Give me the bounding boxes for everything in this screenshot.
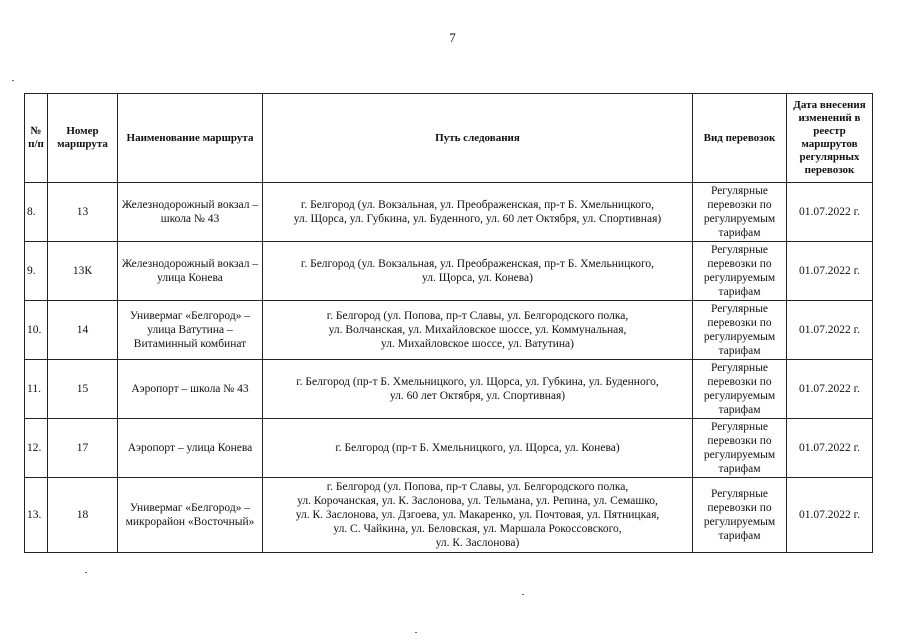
table-row <box>25 242 873 301</box>
path-line: г. Белгород (ул. Вокзальная, ул. Преображенская, пр-т Б. Хмельницкого, <box>300 199 655 211</box>
row-index: 13. <box>25 478 48 553</box>
row-index: 8. <box>25 183 48 242</box>
path-line: ул. К. Заслонова, ул. Дзгоева, ул. Макаренко, ул. Почтовая, ул. Пятницкая, <box>295 509 660 521</box>
row-route-number: 17 <box>48 419 118 478</box>
row-transport-type: Регулярные перевозки по регулируемым тарифам <box>693 183 787 242</box>
path-line: ул. 60 лет Октября, ул. Спортивная) <box>389 390 566 402</box>
scan-speck <box>12 80 14 81</box>
row-path <box>263 183 693 242</box>
path-line: г. Белгород (пр-т Б. Хмельницкого, ул. Щорса, ул. Губкина, ул. Буденного, <box>296 376 659 388</box>
scan-speck <box>522 594 524 595</box>
row-change-date: 01.07.2022 г. <box>787 478 873 553</box>
row-transport-type: Регулярные перевозки по регулируемым тарифам <box>693 419 787 478</box>
row-change-date: 01.07.2022 г. <box>787 183 873 242</box>
header-change-date: Дата внесения изменений в реестр маршрутов регулярных перевозок <box>787 94 873 183</box>
path-line: г. Белгород (пр-т Б. Хмельницкого, ул. Щорса, ул. Конева) <box>335 442 620 454</box>
path-line: г. Белгород (ул. Вокзальная, ул. Преображенская, пр-т Б. Хмельницкого, <box>300 258 655 270</box>
header-transport-type: Вид перевозок <box>693 94 787 183</box>
row-transport-type: Регулярные перевозки по регулируемым тарифам <box>693 301 787 360</box>
path-line: ул. Корочанская, ул. К. Заслонова, ул. Тельмана, ул. Репина, ул. Семашко, <box>297 495 658 507</box>
row-transport-type: Регулярные перевозки по регулируемым тарифам <box>693 360 787 419</box>
routes-table <box>24 93 873 553</box>
row-path <box>263 419 693 478</box>
row-route-name: Универмаг «Белгород» – микрорайон «Восточный» <box>118 478 263 553</box>
row-route-number: 14 <box>48 301 118 360</box>
row-route-number: 18 <box>48 478 118 553</box>
path-line: ул. Михайловское шоссе, ул. Ватутина) <box>381 338 574 350</box>
row-change-date: 01.07.2022 г. <box>787 360 873 419</box>
row-index: 12. <box>25 419 48 478</box>
path-line: ул. Щорса, ул. Губкина, ул. Буденного, ул. 60 лет Октября, ул. Спортивная) <box>293 213 662 225</box>
scan-speck <box>415 632 417 633</box>
row-route-name: Универмаг «Белгород» – улица Ватутина – Витаминный комбинат <box>118 301 263 360</box>
row-path <box>263 242 693 301</box>
row-route-name: Аэропорт – улица Конева <box>118 419 263 478</box>
header-path: Путь следования <box>263 94 693 183</box>
row-route-name: Аэропорт – школа № 43 <box>118 360 263 419</box>
page-number: 7 <box>449 30 456 45</box>
header-index: № п/п <box>25 94 48 183</box>
row-route-name: Железнодорожный вокзал – школа № 43 <box>118 183 263 242</box>
row-route-number: 13 <box>48 183 118 242</box>
path-line: г. Белгород (ул. Попова, пр-т Славы, ул. Белгородского полка, <box>326 310 629 322</box>
path-line: ул. Волчанская, ул. Михайловское шоссе, ул. Коммунальная, <box>328 324 627 336</box>
row-route-number: 15 <box>48 360 118 419</box>
table-row <box>25 301 873 360</box>
row-path <box>263 301 693 360</box>
row-index: 9. <box>25 242 48 301</box>
table-row <box>25 419 873 478</box>
row-change-date: 01.07.2022 г. <box>787 242 873 301</box>
header-route-name: Наименование маршрута <box>118 94 263 183</box>
table-header-row <box>25 94 873 183</box>
table-row <box>25 360 873 419</box>
row-change-date: 01.07.2022 г. <box>787 301 873 360</box>
row-route-name: Железнодорожный вокзал – улица Конева <box>118 242 263 301</box>
path-line: ул. Щорса, ул. Конева) <box>422 272 533 284</box>
row-path <box>263 360 693 419</box>
row-path <box>263 478 693 553</box>
row-route-number: 13К <box>48 242 118 301</box>
table-row <box>25 183 873 242</box>
table-row <box>25 478 873 553</box>
path-line: ул. К. Заслонова) <box>435 537 520 549</box>
path-line: г. Белгород (ул. Попова, пр-т Славы, ул. Белгородского полка, <box>326 481 629 493</box>
scan-speck <box>85 572 87 573</box>
header-route-number: Номер маршрута <box>48 94 118 183</box>
row-index: 11. <box>25 360 48 419</box>
row-index: 10. <box>25 301 48 360</box>
row-transport-type: Регулярные перевозки по регулируемым тарифам <box>693 478 787 553</box>
path-line: ул. С. Чайкина, ул. Беловская, ул. Маршала Рокоссовского, <box>333 523 622 535</box>
row-change-date: 01.07.2022 г. <box>787 419 873 478</box>
row-transport-type: Регулярные перевозки по регулируемым тарифам <box>693 242 787 301</box>
